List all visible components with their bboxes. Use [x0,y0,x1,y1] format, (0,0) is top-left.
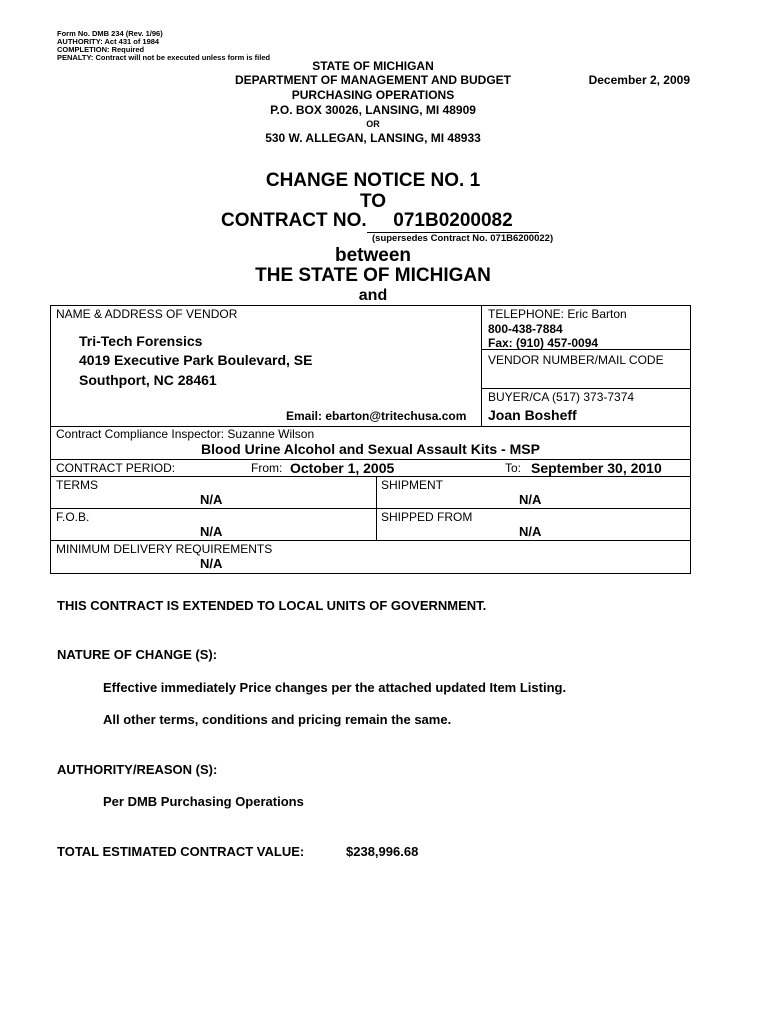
vendor-fax: Fax: (910) 457-0094 [488,336,599,350]
compliance-inspector: Contract Compliance Inspector: Suzanne Wilson [56,427,315,441]
to-label: To: [505,461,522,475]
title-state: THE STATE OF MICHIGAN [255,265,491,286]
form-completion: COMPLETION: Required [57,45,145,54]
buyer-label: BUYER/CA (517) 373-7374 [488,390,635,404]
authority-reason-heading: AUTHORITY/REASON (S): [57,762,218,777]
contract-number-label: CONTRACT NO. [221,210,367,231]
buyer-name: Joan Bosheff [488,407,577,423]
from-date: October 1, 2005 [290,460,395,476]
from-label: From: [251,461,283,475]
contract-period-label: CONTRACT PERIOD: [56,461,176,475]
vendor-name: Tri-Tech Forensics [79,333,203,349]
title-between: between [334,245,412,266]
shipment-value: N/A [519,492,542,507]
divider [50,508,691,509]
divider [50,540,691,541]
telephone-label: TELEPHONE: Eric Barton [488,307,627,321]
change-notice-title: CHANGE NOTICE NO. 1 [265,170,481,191]
document-date: December 2, 2009 [588,73,690,87]
vendor-number-label: VENDOR NUMBER/MAIL CODE [488,353,664,367]
header-purchasing: PURCHASING OPERATIONS [291,88,455,102]
contract-description: Blood Urine Alcohol and Sexual Assault Kits - MSP [201,441,540,457]
shipped-from-value: N/A [519,524,542,539]
vendor-phone: 800-438-7884 [488,322,563,336]
extended-notice: THIS CONTRACT IS EXTENDED TO LOCAL UNITS OF GOVERNMENT. [57,598,487,613]
nature-of-change-line2: All other terms, conditions and pricing remain the same. [103,712,452,727]
title-to: TO [359,191,387,212]
header-street-address: 530 W. ALLEGAN, LANSING, MI 48933 [265,131,481,145]
vendor-label: NAME & ADDRESS OF VENDOR [56,307,238,321]
form-metadata [57,30,270,62]
shipment-label: SHIPMENT [381,478,444,492]
total-value-label: TOTAL ESTIMATED CONTRACT VALUE: [57,844,305,859]
vendor-address-line2: Southport, NC 28461 [79,372,217,388]
form-penalty: PENALTY: Contract will not be executed unless form is filed [57,53,271,62]
form-authority: AUTHORITY: Act 431 of 1984 [57,37,160,46]
divider [481,305,482,426]
terms-value: N/A [200,492,223,507]
nature-of-change-line1: Effective immediately Price changes per the attached updated Item Listing. [103,680,567,695]
title-and: and [358,287,388,304]
min-delivery-label: MINIMUM DELIVERY REQUIREMENTS [56,542,273,556]
nature-of-change-heading: NATURE OF CHANGE (S): [57,647,218,662]
authority-reason-line: Per DMB Purchasing Operations [103,794,304,809]
divider [50,476,691,477]
to-date: September 30, 2010 [531,460,662,476]
supersedes-note: (supersedes Contract No. 071B6200022) [372,233,554,244]
vendor-email[interactable]: Email: ebarton@tritechusa.com [286,409,467,423]
shipped-from-label: SHIPPED FROM [381,510,473,524]
divider [481,388,691,389]
terms-label: TERMS [56,478,98,492]
header-state: STATE OF MICHIGAN [312,59,434,73]
form-number: Form No. DMB 234 (Rev. 1/96) [57,29,163,38]
fob-value: N/A [200,524,223,539]
min-delivery-value: N/A [200,556,223,571]
fob-label: F.O.B. [56,510,90,524]
header-po-box: P.O. BOX 30026, LANSING, MI 48909 [270,103,476,117]
total-value-amount: $238,996.68 [346,844,419,859]
header-department: DEPARTMENT OF MANAGEMENT AND BUDGET [235,73,511,87]
vendor-address-line1: 4019 Executive Park Boulevard, SE [79,352,313,368]
header-or: OR [366,119,380,129]
contract-number: 071B0200082 [367,210,539,233]
